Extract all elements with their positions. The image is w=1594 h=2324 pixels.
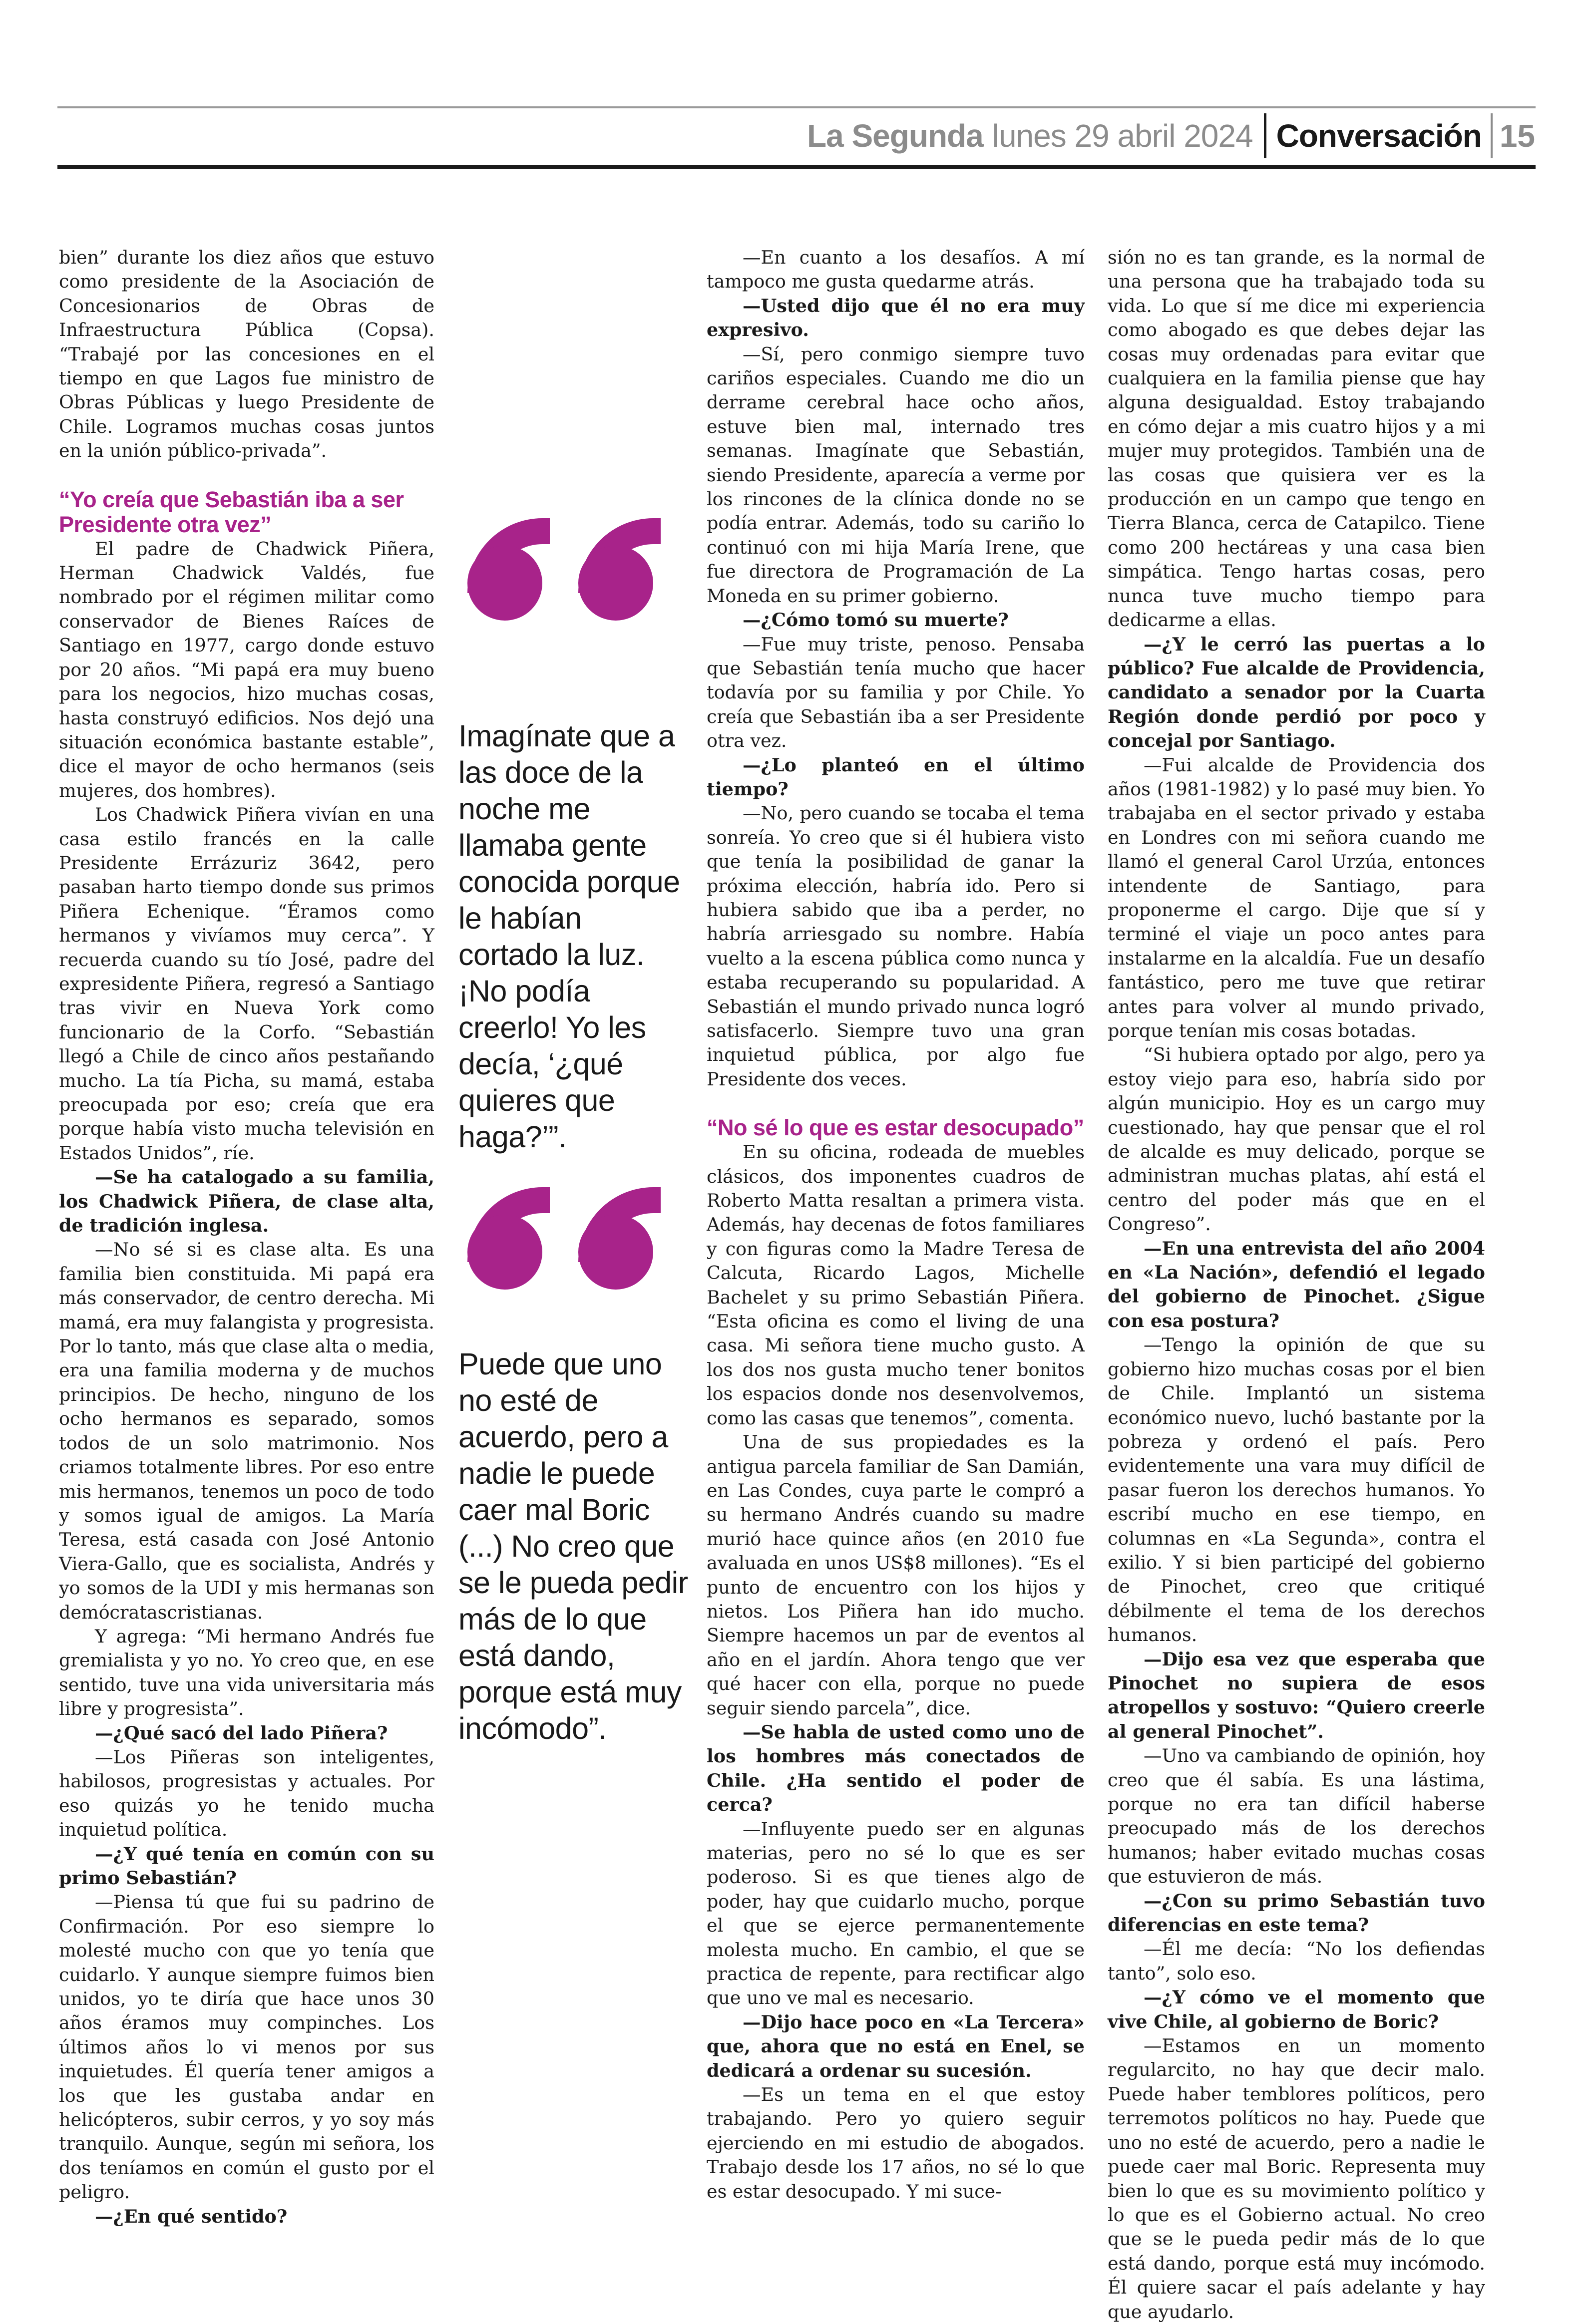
paragraph: —No sé si es clase alta. Es una familia bien constituida. Mi papá era más conservador, de centro derecha. Mi mamá, era muy falangista y progresista. Por lo tanto, más que clase alta o media, era una familia moderna y de muchos principios. De hecho, ninguno de los ocho hermanos es separado, somos todos de un solo matrimonio. Nos criamos totalmente libres. Por eso entre mis hermanos, tenemos un poco de todo y somos igual de amigos. La María Teresa, está casada con José Antonio Viera-Gallo, que es socialista, Andrés y yo somos de la UDI y mis hermanas son demócratascristianas. [59,1239,434,1623]
pull-quote-2 [458,1187,689,1747]
masthead [807,111,1535,161]
paragraph: —Los Piñeras son inteligentes, habilosos, progresistas y actuales. Por eso quizás yo he tenido mucha inquietud política. [59,1746,434,1841]
paragraph: Y agrega: “Mi hermano Andrés fue gremialista y yo no. Yo creo que, en ese sentido, tuve una vida universitaria más libre y progresista”. [59,1625,434,1720]
interview-question: —Se habla de usted como uno de los hombres más conectados de Chile. ¿Ha sentido el poder de cerca? [707,1721,1085,1816]
paragraph: —No, pero cuando se tocaba el tema sonreía. Yo creo que si él hubiera visto que tenía la posibilidad de ganar la próxima elección, habría ido. Pero si hubiera sabido que iba a perder, no habría arriesgado su nombre. Había vuelto a la escena pública como nunca y estaba recuperando su popularidad. A Sebastián el mundo privado nunca logró satisfacerlo. Siempre tuvo una gran inquietud pública, por algo fue Presidente dos veces. [707,802,1085,1090]
article-column-3 [707,246,1085,2204]
interview-question: —¿Con su primo Sebastián tuvo diferencias en este tema? [1108,1890,1485,1936]
masthead-divider [1264,113,1266,158]
paragraph: —Piensa tú que fui su padrino de Confirmación. Por eso siempre lo molesté mucho con que yo tenía que cuidarlo. Y aunque siempre fuimos bien unidos, yo te diría que hace unos 30 años éramos muy compinches. Los últimos años lo vi menos por sus inquietudes. Él quería tener amigos a los que les gustaba andar en helicópteros, subir cerros, y yo soy más tranquilo. Aunque, según mi señora, los dos teníamos en común el gusto por el peligro. [59,1891,434,2203]
paragraph: —Influyente puedo ser en algunas materias, pero no sé lo que es ser poderoso. Si es que tienes algo de poder, hay que cuidarlo mucho, porque el que se ejerce permanentemente molesta mucho. En cambio, el que se practica de repente, para rectificar algo que uno ve mal es necesario. [707,1818,1085,2009]
header-rule [57,165,1536,169]
paragraph: “Si hubiera optado por algo, pero ya estoy viejo para eso, habría sido por algún municipio. Hoy es un cargo muy cuestionado, hay que pensar que el rol de alcalde es muy delicado, porque se administran muchas platas, ahí está el centro del poder más que en el Congreso”. [1108,1044,1485,1235]
pull-quote-text: Puede que uno no esté de acuerdo, pero a nadie le puede caer mal Boric (...) No creo que se le pueda pedir más de lo que está dando, porque está muy incómodo”. [458,1347,688,1745]
paragraph: —Uno va cambiando de opinión, hoy creo que él sabía. Es una lástima, porque no era tan difícil haberse preocupado más de los derechos humanos; haber evitado muchas cosas que estuvieron de más. [1108,1745,1485,1888]
paragraph: —Sí, pero conmigo siempre tuvo cariños especiales. Cuando me dio un derrame cerebral hace ocho años, estuve bien mal, internado tres semanas. Imagínate que Sebastián, siendo Presidente, aparecía a verme por los rincones de la clínica donde no se podía entrar. Además, todo su cariño lo continuó con mi hija María Irene, que fue directora de Programación de La Moneda en su primer gobierno. [707,343,1085,607]
paragraph: Una de sus propiedades es la antigua parcela familiar de San Damián, en Las Condes, cuya parte le compró a su hermano Andrés cuando su madre murió hace quince años (en 2010 fue avaluada en unos US$8 millones). “Es el punto de encuentro con los hijos y nietos. Los Piñera han ido mucho. Siempre hacemos un par de eventos al año en el jardín. Ahora tengo que ver qué hacer con ella, porque no puede seguir siendo parcela”, dice. [707,1431,1085,1719]
article-column-4 [1108,246,1485,2324]
newspaper-name: La Segunda [807,118,983,154]
interview-question: —¿En qué sentido? [95,2205,288,2227]
section-name: Conversación [1276,118,1482,154]
paragraph: —Él me decía: “No los defiendas tanto”, solo eso. [1108,1938,1485,1984]
quote-mark-icon [458,1187,689,1302]
pull-quote-text: Imagínate que a las doce de la noche me llamaba gente conocida porque le habían cortado la luz. ¡No podía creerlo! Yo les decía, ‘¿qué quieres que haga?’”. [458,719,680,1154]
paragraph: Los Chadwick Piñera vivían en una casa estilo francés en la calle Presidente Errázuriz 3642, pero pasaban harto tiempo donde sus primos Piñera Echenique. “Éramos como hermanos y vivíamos muy cerca”. Y recuerda cuando su tío José, padre del expresidente Piñera, regresó a Santiago tras vivir en Nueva York como funcionario de la Corfo. “Sebastián llegó a Chile de cinco años pestañando mucho. La tía Picha, su mamá, estaba preocupada por eso; creía que era porque había visto mucha televisión en Estados Unidos”, ríe. [59,804,434,1164]
article-column-1 [59,246,434,2229]
paragraph: —En cuanto a los desafíos. A mí tampoco me gusta quedarme atrás. [707,247,1085,293]
interview-question: —¿Lo planteó en el último tiempo? [707,754,1085,800]
interview-question: —Dijo hace poco en «La Tercera» que, ahora que no está en Enel, se dedicará a ordenar su sucesión. [707,2011,1085,2081]
interview-question: —¿Qué sacó del lado Piñera? [95,1722,388,1744]
paragraph: —Tengo la opinión de que su gobierno hizo muchas cosas por el bien de Chile. Implantó un sistema económico nuevo, luchó bastante por la pobreza y ordenó el país. Pero evidentemente una vara muy difícil de pasar fueron los derechos humanos. Yo escribí mucho en ese tiempo, en columnas en «La Segunda», contra el exilio. Y si bien participé del gobierno de Pinochet, creo que critiqué débilmente el tema de los derechos humanos. [1108,1334,1485,1646]
interview-question: —En una entrevista del año 2004 en «La Nación», defendió el legado del gobierno de Pinochet. ¿Sigue con esa postura? [1108,1237,1485,1331]
paragraph: —Es un tema en el que estoy trabajando. Pero yo quiero seguir ejerciendo en mi estudio de abogados. Trabajo desde los 17 años, no sé lo que es estar desocupado. Y mi suce- [707,2084,1085,2202]
interview-question: —Dijo esa vez que esperaba que Pinochet no supiera de esos atropellos y sostuvo: “Quiero creerle al general Pinochet”. [1108,1648,1485,1742]
paragraph: —Estamos en un momento regularcito, no hay que decir malo. Puede haber temblores políticos, pero terremotos políticos no hay. Puede que uno no esté de acuerdo, pero a nadie le puede caer mal Boric. Representa muy bien lo que es su movimiento político y lo que es el Gobierno actual. No creo que se le pueda pedir más de lo que está dando, porque está muy incómodo. Él quiere sacar el país adelante y hay que ayudarlo. [1108,2035,1485,2323]
paragraph: sión no es tan grande, es la normal de una persona que ha trabajado toda su vida. Lo que sí me dice mi experiencia como abogado es que debes dejar las cosas muy ordenadas para evitar que cualquiera en la familia piense que hay alguna desigualdad. Estoy trabajando en cómo dejar a mis cuatro hijos y a mi mujer muy protegidos. También una de las cosas que quisiera ver es la producción en un campo que tengo en Tierra Blanca, cerca de Catapilco. Tiene como 200 hectáreas y una casa bien simpática. Tengo hartas cosas, pero nunca tuve mucho tiempo para dedicarme a ellas. [1108,247,1485,631]
issue-date: lunes 29 abril 2024 [992,118,1253,154]
top-rule [57,106,1536,108]
subheading: “No sé lo que es estar desocupado” [707,1115,1084,1141]
masthead-divider-2 [1491,113,1493,158]
paragraph: —Fui alcalde de Providencia dos años (1981-1982) y lo pasé muy bien. Yo trabajaba en el sector privado y estaba en Londres con mi señora cuando me llamó el general Carol Urzúa, entonces intendente de Santiago, para proponerme el cargo. Dije que sí y terminé el viaje un poco antes para instalarme en la alcaldía. Fue un desafío fantástico, pero me tuve que retirar antes para volver al mundo privado, porque tenían mis cosas botadas. [1108,754,1485,1041]
interview-question: —¿Y qué tenía en común con su primo Sebastián? [59,1843,434,1889]
page-number: 15 [1499,118,1535,154]
interview-question: —¿Y le cerró las puertas a lo público? Fue alcalde de Providencia, candidato a senador por la Cuarta Región donde perdió por poco y concejal por Santiago. [1108,633,1485,752]
quote-mark-icon [458,518,689,633]
interview-question: —¿Cómo tomó su muerte? [743,609,1009,631]
paragraph: bien” durante los diez años que estuvo como presidente de la Asociación de Concesionarios de Obras de Infraestructura Pública (Copsa). “Trabajé por las concesiones en el tiempo en que Lagos fue ministro de Obras Públicas y luego Presidente de Chile. Logramos muchas cosas juntos en la unión público-privada”. [59,247,434,462]
paragraph: En su oficina, rodeada de muebles clásicos, dos imponentes cuadros de Roberto Matta resaltan a primera vista. Además, hay decenas de fotos familiares y con figuras como la Madre Teresa de Calcuta, Ricardo Lagos, Michelle Bachelet y su primo Sebastián Piñera. “Esta oficina es como el living de una casa. Mi señora tiene mucho gusto. A los dos nos gusta mucho tener bonitos los espacios donde nos desenvolvemos, como las casas que tenemos”, comenta. [707,1141,1085,1429]
paragraph: El padre de Chadwick Piñera, Herman Chadwick Valdés, fue nombrado por el régimen militar como conservador de Bienes Raíces de Santiago en 1977, cargo donde estuvo por 20 años. “Mi papá era muy bueno para los negocios, hizo muchas cosas, hasta construyó edificios. Nos dejó una situación económica bastante estable”, dice el mayor de ocho hermanos (seis mujeres, dos hombres). [59,538,434,801]
pull-quote-1 [458,518,689,1155]
paragraph: —Fue muy triste, penoso. Pensaba que Sebastián tenía mucho que hacer todavía por su familia y por Chile. Yo creía que Sebastián iba a ser Presidente otra vez. [707,633,1085,752]
interview-question: —Usted dijo que él no era muy expresivo. [707,295,1085,341]
subheading: “Yo creía que Sebastián iba a ser Presidente otra vez” [59,486,404,537]
interview-question: —Se ha catalogado a su familia, los Chadwick Piñera, de clase alta, de tradición inglesa. [59,1166,434,1237]
interview-question: —¿Y cómo ve el momento que vive Chile, al gobierno de Boric? [1108,1987,1485,2032]
